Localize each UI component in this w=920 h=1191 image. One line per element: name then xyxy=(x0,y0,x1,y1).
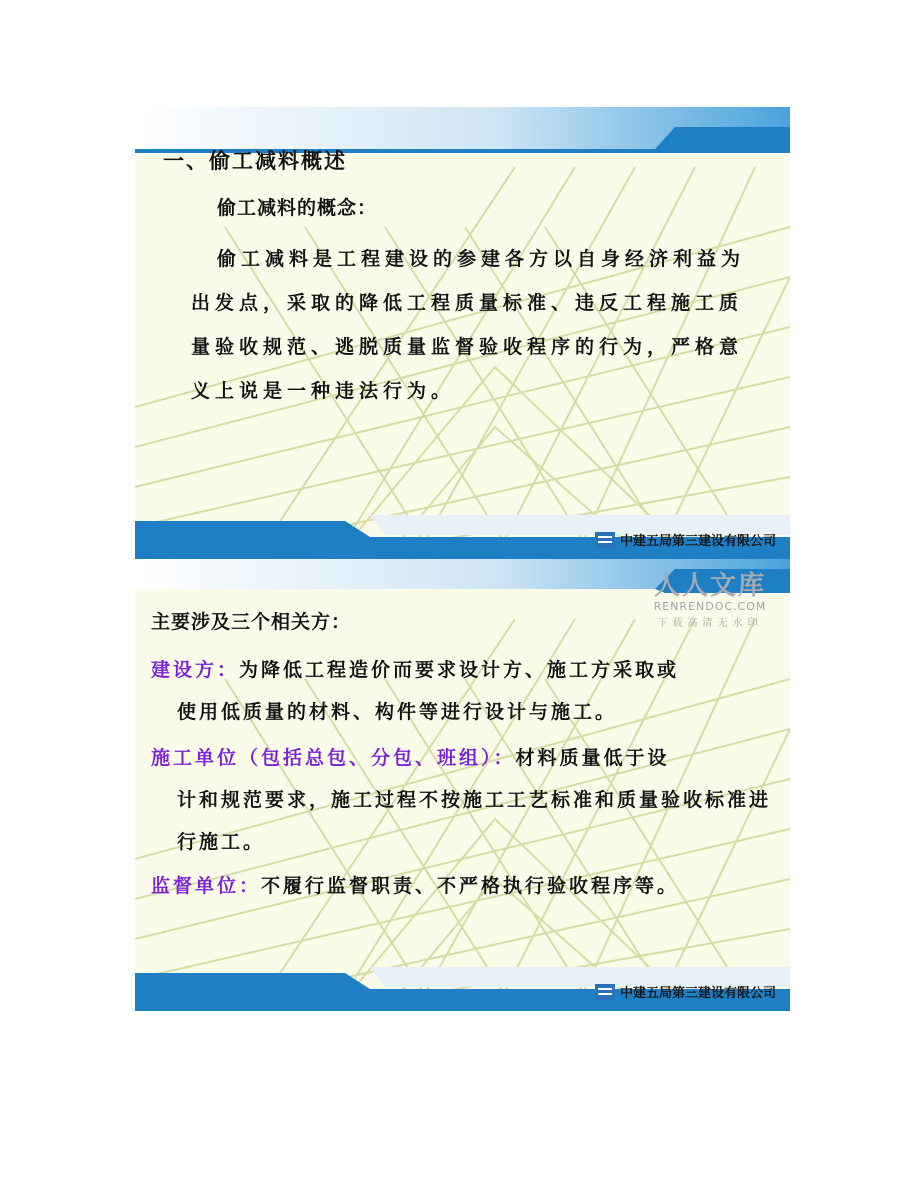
party-label: 监督单位： xyxy=(151,875,262,897)
company-logo-icon xyxy=(595,532,615,548)
concept-subheading: 偷工减料的概念： xyxy=(217,197,378,219)
slide-1 xyxy=(135,107,790,559)
party-desc-head: 不履行监督职责、不严格执行验收程序等。 xyxy=(261,875,680,897)
party-item-contractor xyxy=(151,737,779,863)
watermark xyxy=(640,565,780,629)
concept-paragraph: 偷工减料是工程建设的参建各方以自身经济利益为出发点，采取的降低工程质量标准、违反工程施工质量验收规范、逃脱质量监督验收程序的行为，严格意义上说是一种违法行为。 xyxy=(191,248,746,402)
party-label: 建设方： xyxy=(151,659,240,681)
company-logo-text xyxy=(595,982,776,1001)
party-desc-rest: 使用低质量的材料、构件等进行设计与施工。 xyxy=(177,701,618,723)
section-heading: 一、偷工减料概述 xyxy=(163,148,347,173)
party-item-supervisor xyxy=(151,865,779,907)
company-name: 中建五局第三建设有限公司 xyxy=(619,534,776,549)
company-logo-text xyxy=(595,530,776,549)
party-desc-head: 材料质量低于设 xyxy=(515,747,670,769)
watermark-tagline: 下载高清无水印 xyxy=(657,618,763,629)
watermark-title: 人人文库 xyxy=(653,571,766,601)
watermark-subtitle: RENRENDOC.COM xyxy=(653,600,767,613)
party-desc-head: 为降低工程造价而要求设计方、施工方采取或 xyxy=(239,659,680,681)
party-label: 施工单位（包括总包、分包、班组）： xyxy=(151,747,516,769)
company-name: 中建五局第三建设有限公司 xyxy=(619,986,776,1001)
parties-title: 主要涉及三个相关方： xyxy=(151,611,352,633)
party-item-builder xyxy=(151,649,779,733)
company-logo-icon xyxy=(595,984,615,1000)
party-desc-rest: 计和规范要求，施工过程不按施工工艺标准和质量验收标准进行施工。 xyxy=(177,789,772,853)
